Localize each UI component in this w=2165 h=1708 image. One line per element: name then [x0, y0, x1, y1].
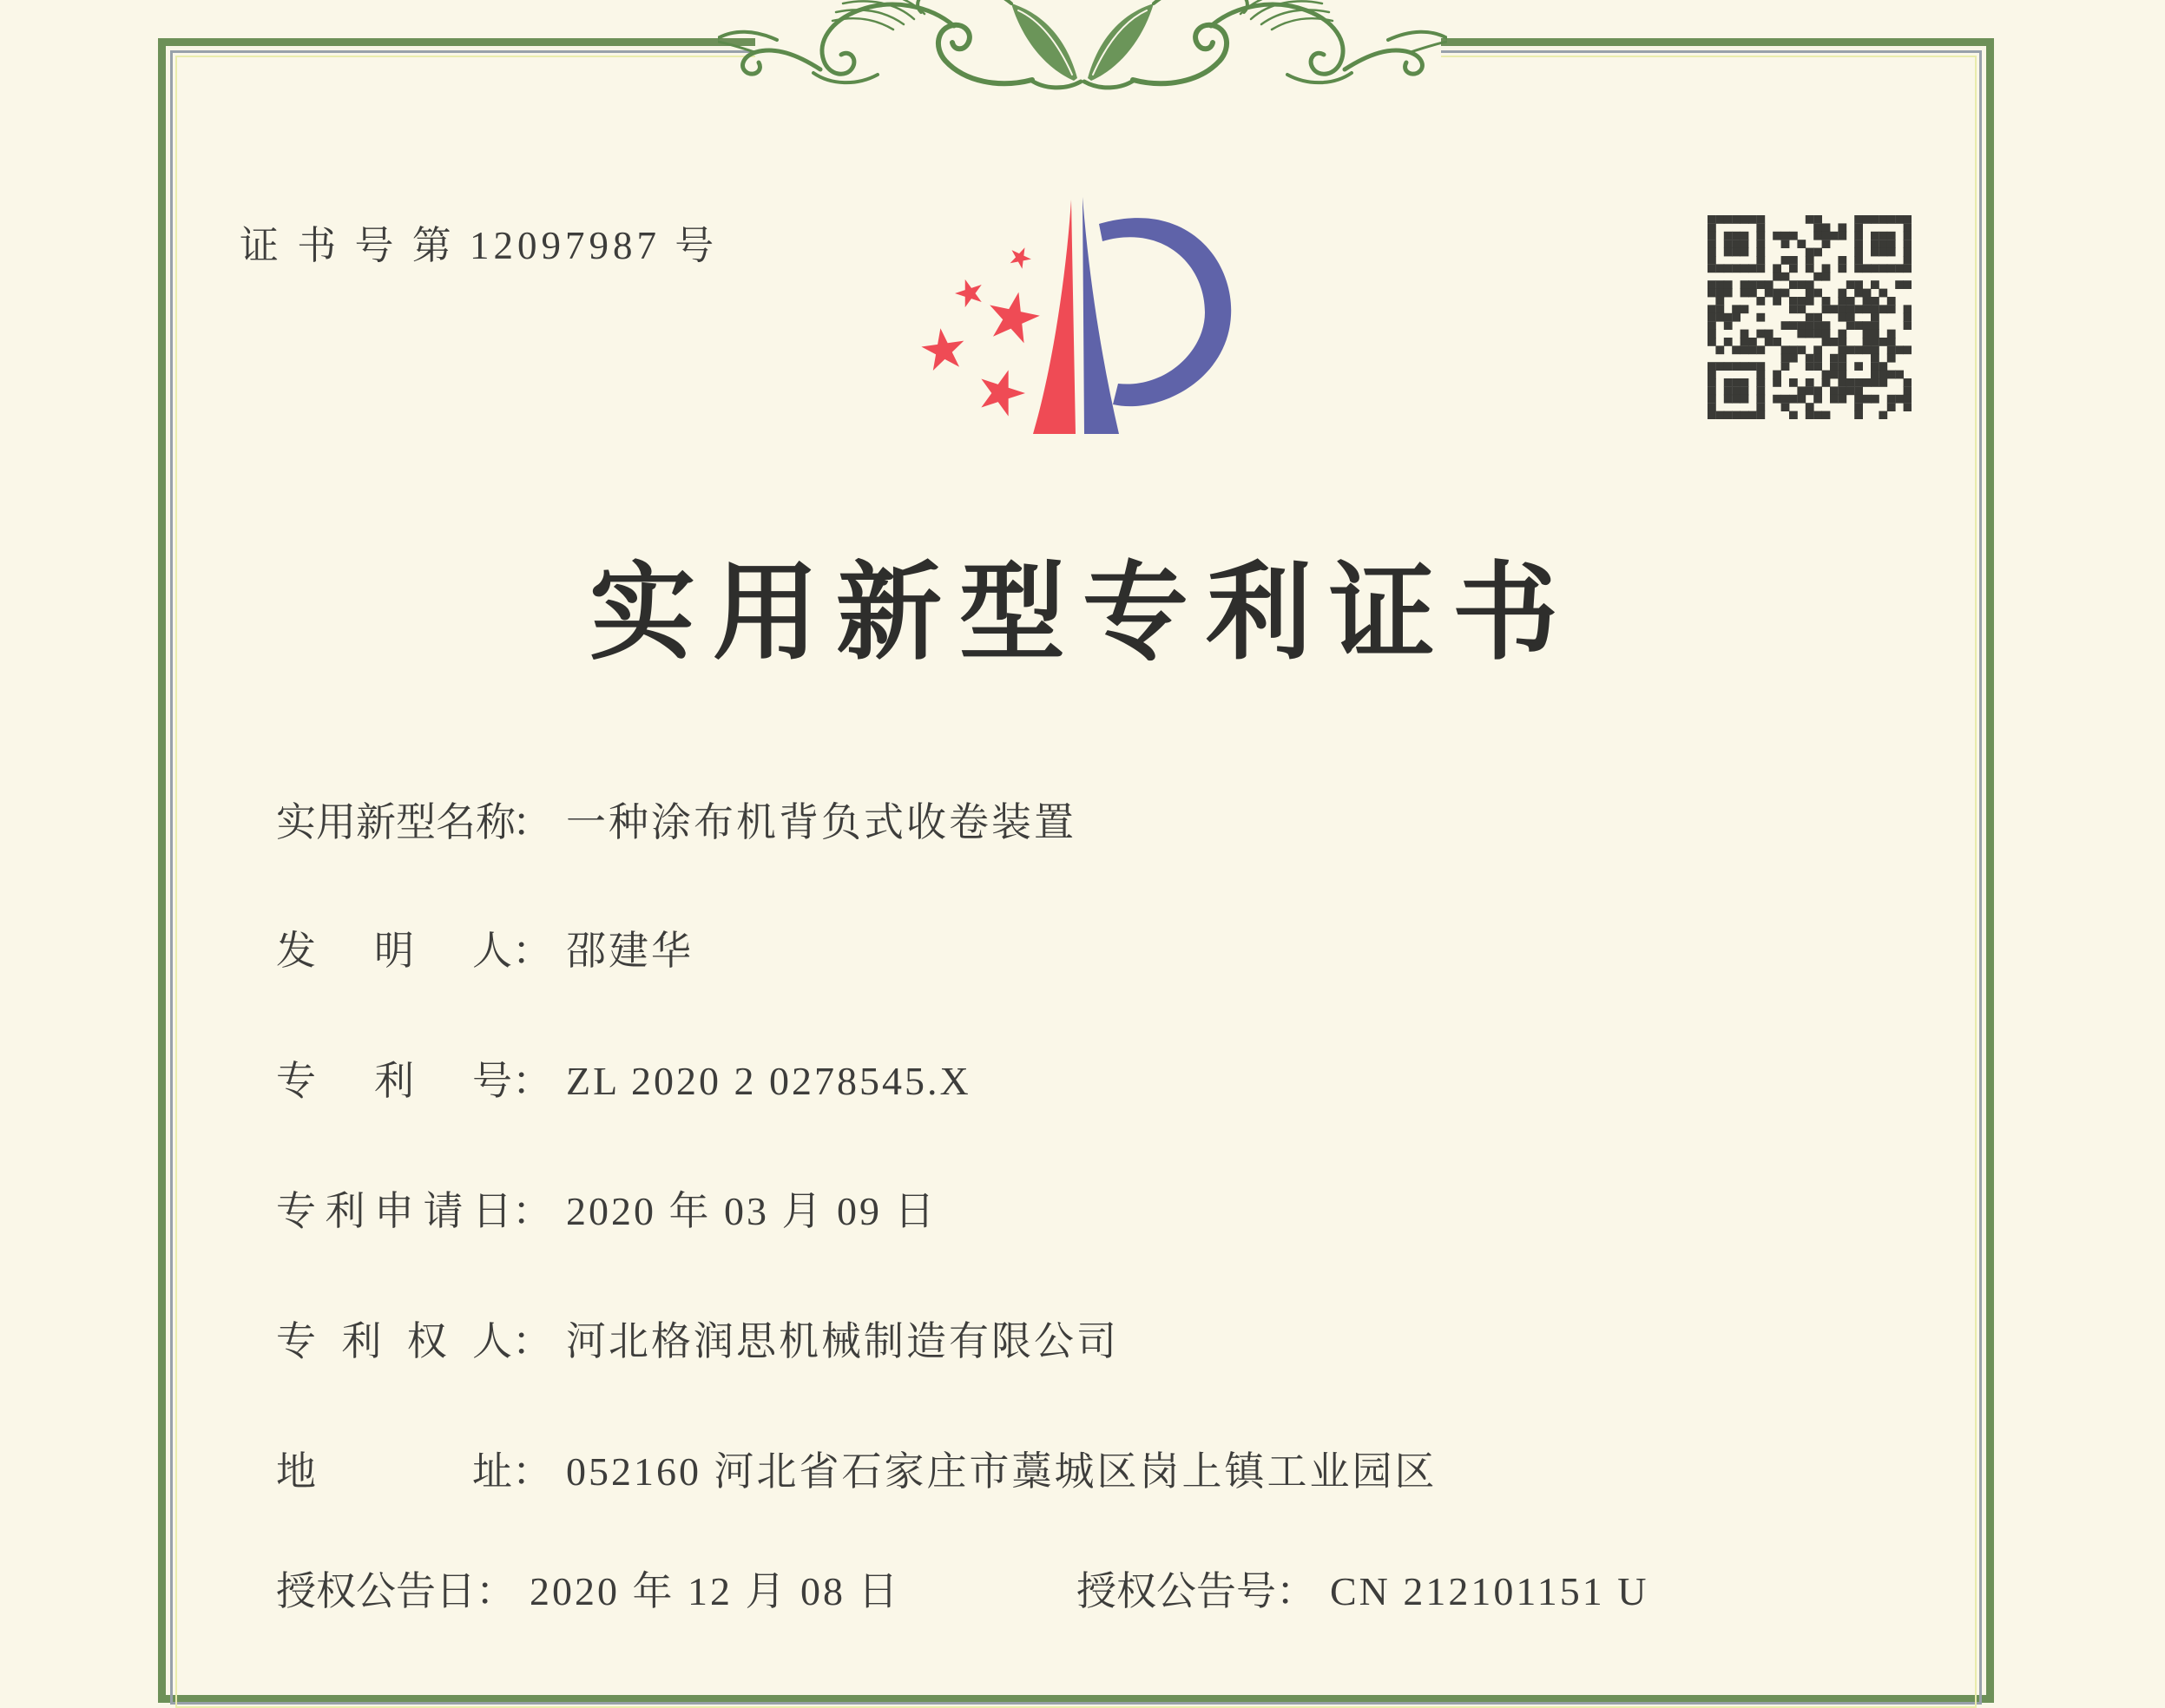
- field-grant-number: [1076, 1567, 1648, 1616]
- field-patent-number: [276, 1057, 971, 1106]
- field-utility-model-name: [276, 798, 1076, 847]
- certificate-title: 实用新型专利证书: [589, 555, 1576, 673]
- field-colon: ：: [476, 1569, 516, 1613]
- field-value: 邵建华: [566, 929, 694, 973]
- field-value: 052160 河北省石家庄市藁城区岗上镇工业园区: [566, 1449, 1438, 1494]
- field-value: ZL 2020 2 0278545.X: [566, 1059, 971, 1103]
- field-colon: ：: [512, 929, 552, 973]
- field-value: 2020 年 12 月 08 日: [530, 1569, 901, 1613]
- field-colon: ：: [512, 1189, 552, 1233]
- field-colon: ：: [512, 1059, 552, 1103]
- field-label: 地址: [276, 1449, 512, 1494]
- field-label: 专利申请日: [276, 1189, 512, 1233]
- field-grant-date: [276, 1567, 901, 1616]
- field-colon: ：: [512, 1449, 552, 1494]
- field-label: 授权公告号: [1076, 1569, 1276, 1613]
- cnipa-patent-emblem-icon: [894, 174, 1259, 486]
- certificate-number: 证 书 号 第 12097987 号: [240, 224, 719, 267]
- field-value: 一种涂布机背负式收卷装置: [566, 800, 1076, 844]
- field-colon: ：: [512, 1319, 552, 1363]
- field-patentee: [276, 1317, 1119, 1366]
- field-filing-date: [276, 1187, 938, 1236]
- field-label: 专利权人: [276, 1319, 512, 1363]
- field-label: 授权公告日: [276, 1569, 476, 1613]
- green-scrollwork-ornament-icon: [718, 0, 1447, 127]
- field-label: 发明人: [276, 929, 512, 973]
- field-colon: ：: [512, 800, 552, 844]
- field-value: CN 212101151 U: [1330, 1569, 1649, 1613]
- field-inventor: [276, 927, 694, 976]
- field-label: 专利号: [276, 1059, 512, 1103]
- field-label: 实用新型名称: [276, 800, 516, 844]
- field-colon: ：: [1276, 1569, 1316, 1613]
- field-address: [276, 1448, 1438, 1496]
- field-value: 2020 年 03 月 09 日: [566, 1189, 938, 1233]
- qr-code: [1708, 215, 1912, 419]
- field-value: 河北格润思机械制造有限公司: [566, 1319, 1119, 1363]
